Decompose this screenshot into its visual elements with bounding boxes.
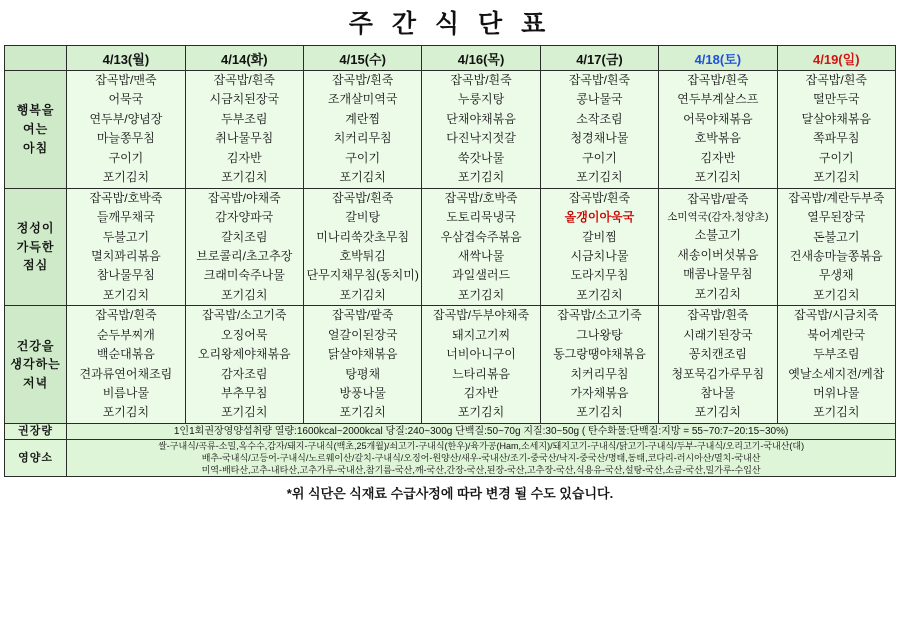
menu-item: 과일샐러드 — [452, 268, 511, 283]
row-header-line: 가득한 — [16, 239, 55, 254]
menu-item: 잡곡밥/흰죽 — [213, 73, 275, 87]
menu-cell-breakfast-5 — [659, 71, 777, 189]
menu-item: 소불고기 — [694, 228, 742, 243]
menu-item: 건새송마늘쫑볶음 — [789, 248, 883, 263]
row-header-dinner-text — [5, 337, 66, 393]
menu-cell-breakfast-3 — [422, 71, 540, 189]
menu-item: 포기김치 — [102, 287, 150, 302]
menu-item: 참나물무침 — [96, 268, 155, 283]
menu-item: 조개살미역국 — [327, 92, 398, 107]
row-header-lunch-text — [5, 219, 66, 275]
meal-row-dinner — [5, 306, 896, 424]
menu-item: 비름나물 — [102, 386, 150, 400]
menu-item: 새송이버섯볶음 — [677, 247, 759, 262]
menu-item: 쪽파무침 — [813, 131, 860, 146]
menu-cell-breakfast-2 — [303, 71, 421, 189]
menu-item: 단채야채볶음 — [446, 111, 516, 126]
menu-item: 마늘쫑무침 — [96, 131, 155, 146]
menu-item: 동그랑땡야채볶음 — [553, 347, 646, 362]
menu-item: 시금치된장국 — [209, 92, 280, 107]
menu-item: 돼지고기찌 — [452, 327, 511, 342]
menu-item: 크래미숙주나물 — [203, 268, 285, 283]
menu-cell-dinner-6 — [777, 306, 895, 424]
row-header-line: 아침 — [23, 140, 49, 155]
menu-item: 꽁치캔조림 — [688, 347, 747, 362]
menu-item: 잡곡밥/흰죽 — [805, 73, 867, 87]
menu-item: 열무된장국 — [807, 210, 866, 225]
row-header-line: 정성이 — [16, 221, 55, 236]
menu-item: 포기김치 — [339, 170, 386, 185]
menu-item: 잡곡밥/계란두부죽 — [788, 190, 885, 205]
column-header-5: 4/18(토) — [659, 46, 777, 71]
menu-item: 잡곡밥/시금치죽 — [794, 308, 879, 323]
menu-item: 가자채볶음 — [570, 386, 629, 400]
menu-item: 포기김치 — [813, 170, 860, 185]
menu-item: 백순대볶음 — [96, 347, 155, 362]
menu-item: 매콤나물무침 — [683, 267, 753, 282]
menu-item: 옛날소세지전/케찹 — [788, 366, 885, 381]
menu-item: 갈비찜 — [582, 229, 617, 244]
menu-item: 포기김치 — [221, 405, 268, 420]
menu-item: 잡곡밥/호박죽 — [89, 190, 163, 205]
menu-item: 브로콜리/초고추장 — [196, 248, 293, 263]
menu-item: 호박볶음 — [694, 131, 742, 146]
meal-row-breakfast — [5, 71, 896, 189]
recommended-intake-text: 1인1회권장영양섭취량 열량:1600kcal~2000kcal 당질:240~300g 단백질:50~70g 지질:30~50g ( 탄수화물:단백질:지방 = 55~70:7~20:15~30%) — [67, 423, 896, 439]
column-header-6: 4/19(일) — [777, 46, 895, 71]
origin-info-text — [67, 439, 896, 476]
menu-item: 치커리무침 — [570, 366, 629, 381]
menu-item: 시금치나물 — [570, 248, 629, 263]
menu-item: 어묵야채볶음 — [683, 111, 753, 126]
menu-item: 포기김치 — [102, 405, 150, 420]
menu-item: 무생채 — [818, 268, 854, 283]
row-header-line: 저녁 — [23, 375, 49, 390]
menu-cell-breakfast-6 — [777, 71, 895, 189]
menu-item: 취나물무침 — [215, 131, 274, 146]
menu-item: 어묵국 — [108, 92, 144, 107]
menu-item: 닭살야채볶음 — [327, 347, 398, 362]
menu-item: 오징어묵 — [221, 327, 268, 342]
menu-item: 너비아니구이 — [446, 347, 516, 362]
menu-item: 잡곡밥/소고기죽 — [557, 308, 642, 323]
menu-item: 갈비탕 — [345, 210, 381, 225]
menu-item: 호박튀김 — [339, 248, 386, 263]
menu-item: 소작조림 — [576, 111, 623, 126]
menu-item: 순두부찌개 — [96, 327, 155, 342]
menu-item: 다진낙지젓갈 — [446, 131, 516, 146]
menu-item: 새싹나물 — [457, 248, 505, 263]
footnote: *위 식단은 식재료 수급사정에 따라 변경 될 수도 있습니다. — [286, 486, 614, 502]
menu-item: 잡곡밥/두부야채죽 — [433, 308, 530, 323]
table-corner — [5, 46, 67, 71]
column-header-4: 4/17(금) — [540, 46, 658, 71]
menu-item: 구이기 — [582, 150, 617, 165]
column-header-0: 4/13(월) — [67, 46, 185, 71]
menu-item: 단무지채무침(동치미) — [306, 268, 419, 283]
menu-item: 잡곡밥/야채죽 — [207, 190, 281, 205]
menu-cell-lunch-4 — [540, 188, 658, 306]
menu-cell-dinner-1 — [185, 306, 303, 424]
menu-cell-breakfast-0 — [67, 71, 185, 189]
row-header-line: 여는 — [23, 122, 49, 137]
menu-item: 포기김치 — [221, 170, 268, 185]
menu-item: 청경채나물 — [570, 131, 629, 146]
menu-item: 포기김치 — [576, 405, 623, 420]
menu-item: 구이기 — [818, 150, 854, 165]
menu-item: 감자양파국 — [215, 210, 274, 225]
menu-cell-lunch-6 — [777, 188, 895, 306]
row-header-line: 점심 — [23, 258, 49, 273]
row-header-line: 생각하는 — [10, 357, 61, 372]
menu-item: 부추무침 — [221, 386, 268, 400]
table-header-row — [5, 46, 896, 71]
column-header-1: 4/14(화) — [185, 46, 303, 71]
menu-item: 포기김치 — [457, 287, 505, 302]
menu-item: 잡곡밥/맨죽 — [95, 73, 157, 87]
menu-item: 포기김치 — [694, 405, 742, 420]
menu-item: 연두부/양념장 — [89, 111, 163, 126]
menu-item: 두부조림 — [221, 111, 268, 126]
row-header-line: 건강을 — [16, 338, 55, 353]
menu-item: 미나리쑥갓초무침 — [316, 229, 410, 244]
origin-info-line: 쌀-구내식/곡류-소밀,옥수수,감자/돼지-구내식(백초,25개월)/쇠고기-구내식(한우)/육가공(Ham,소세지)/돼지고기-구내식/닭고기-구내식/두부-구내식/오리고기-국내산(대) — [158, 440, 805, 451]
menu-item: 올갱이아욱국 — [564, 210, 635, 225]
menu-item: 소미역국(감자,청양초) — [667, 211, 769, 224]
column-header-2: 4/15(수) — [303, 46, 421, 71]
menu-item: 계란찜 — [345, 111, 381, 126]
row-header-breakfast — [5, 71, 67, 189]
menu-item: 얼갈이된장국 — [327, 327, 398, 342]
menu-item: 돈불고기 — [813, 229, 860, 244]
menu-item: 북어계란국 — [807, 327, 866, 342]
menu-item: 포기김치 — [221, 287, 268, 302]
menu-item: 느타리볶음 — [452, 366, 511, 381]
menu-item: 머위나물 — [813, 386, 860, 400]
menu-item: 포기김치 — [576, 170, 623, 185]
menu-item: 잡곡밥/흰죽 — [687, 308, 749, 323]
menu-item: 두불고기 — [102, 229, 150, 244]
menu-cell-dinner-3 — [422, 306, 540, 424]
menu-item: 누룽지탕 — [457, 92, 505, 107]
menu-cell-lunch-3 — [422, 188, 540, 306]
menu-item: 구이기 — [108, 150, 144, 165]
origin-info-line: 배추-국내식/고등어-구내식/노르웨이산/갈치-구내식/오징어-원양산/새우-국내산/조기-중국산/낙지-중국산/명태,동태,코다리-러시아산/멸치-국내산 — [201, 452, 761, 463]
menu-cell-lunch-5 — [659, 188, 777, 306]
column-header-3: 4/16(목) — [422, 46, 540, 71]
menu-item: 잡곡밥/흰죽 — [450, 73, 512, 87]
menu-item: 우삼겹숙주볶음 — [440, 229, 522, 244]
origin-info-row — [5, 439, 896, 476]
row-header-lunch — [5, 188, 67, 306]
menu-cell-breakfast-4 — [540, 71, 658, 189]
menu-cell-lunch-0 — [67, 188, 185, 306]
menu-item: 포기김치 — [694, 170, 742, 185]
menu-item: 감자조림 — [221, 366, 268, 381]
menu-item: 탕평채 — [345, 366, 381, 381]
menu-cell-dinner-2 — [303, 306, 421, 424]
meal-row-lunch — [5, 188, 896, 306]
menu-cell-dinner-0 — [67, 306, 185, 424]
menu-item: 콩나물국 — [576, 92, 623, 107]
menu-item: 포기김치 — [813, 405, 860, 420]
menu-item: 그나왕탕 — [576, 327, 623, 342]
menu-item: 포기김치 — [102, 170, 150, 185]
menu-item: 포기김치 — [694, 286, 742, 301]
menu-item: 달살야채볶음 — [801, 111, 872, 126]
menu-item: 잡곡밥/팥죽 — [332, 308, 394, 323]
menu-item: 방풍나물 — [339, 386, 386, 400]
menu-item: 잡곡밥/흰죽 — [687, 73, 749, 87]
menu-cell-dinner-5 — [659, 306, 777, 424]
menu-item: 연두부계살스프 — [677, 92, 759, 107]
menu-item: 구이기 — [345, 150, 381, 165]
menu-item: 포기김치 — [339, 287, 386, 302]
menu-item: 김자반 — [463, 386, 499, 400]
menu-item: 참나물 — [700, 386, 736, 400]
menu-cell-lunch-1 — [185, 188, 303, 306]
menu-item: 도라지무침 — [570, 268, 629, 283]
origin-info-label: 영양소 — [5, 439, 67, 476]
menu-item: 쑥갓나물 — [457, 150, 505, 165]
menu-item: 두부조림 — [813, 347, 860, 362]
menu-item: 잡곡밥/흰죽 — [95, 308, 157, 323]
menu-item: 잡곡밥/흰죽 — [568, 73, 631, 87]
menu-item: 포기김치 — [457, 170, 505, 185]
menu-item: 포기김치 — [813, 287, 860, 302]
menu-item: 잡곡밥/팥죽 — [687, 191, 749, 206]
origin-info-line: 미역-배타산,고추-내타산,고추가루-국내산,참기름-국산,깨-국산,간장-국산,된장-국산,고추장-국산,식용유-국산,설탕-국산,소금-국산,밀가루-수입산 — [201, 465, 761, 475]
recommended-intake-row — [5, 423, 896, 439]
menu-item: 멸치꽈리볶음 — [91, 248, 161, 263]
menu-item: 포기김치 — [576, 287, 623, 302]
menu-item: 잡곡밥/흰죽 — [332, 73, 394, 87]
menu-item: 치커리무침 — [333, 131, 392, 146]
menu-item: 잡곡밥/흰죽 — [568, 190, 631, 205]
menu-item: 오리왕제야채볶음 — [197, 347, 291, 362]
menu-item: 포기김치 — [457, 405, 505, 420]
menu-cell-breakfast-1 — [185, 71, 303, 189]
menu-item: 도토리묵냉국 — [446, 210, 516, 225]
menu-item: 잡곡밥/흰죽 — [332, 190, 394, 205]
menu-item: 포기김치 — [339, 405, 386, 420]
menu-cell-lunch-2 — [303, 188, 421, 306]
menu-item: 김자반 — [700, 150, 736, 165]
menu-item: 김자반 — [226, 150, 262, 165]
menu-item: 청포묵김가루무침 — [671, 366, 765, 381]
menu-table — [4, 45, 896, 477]
menu-cell-dinner-4 — [540, 306, 658, 424]
menu-item: 시래기된장국 — [683, 327, 753, 342]
row-header-breakfast-text — [5, 101, 66, 157]
menu-item: 들깨무채국 — [96, 210, 155, 225]
recommended-intake-label: 권장량 — [5, 423, 67, 439]
page-title: 주 간 식 단 표 — [348, 10, 552, 38]
menu-item: 잡곡밥/호박죽 — [444, 190, 518, 205]
row-header-dinner — [5, 306, 67, 424]
menu-item: 떨만두국 — [813, 92, 860, 107]
menu-item: 잡곡밥/소고기죽 — [202, 308, 287, 323]
menu-item: 견과류연어채조림 — [79, 366, 173, 381]
menu-item: 갈치조림 — [221, 229, 268, 244]
row-header-line: 행복을 — [16, 103, 55, 118]
